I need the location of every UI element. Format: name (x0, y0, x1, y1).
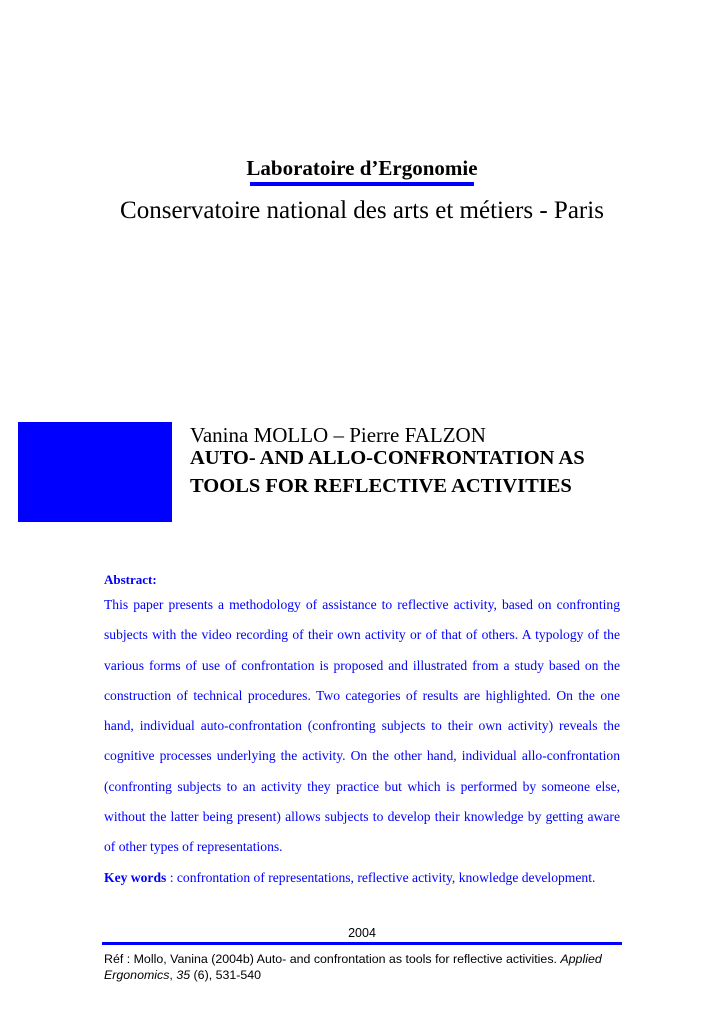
authors: Vanina MOLLO – Pierre FALZON (190, 423, 486, 447)
keywords-label: Key words (104, 869, 167, 885)
reference-suffix: (6), 531-540 (190, 968, 262, 982)
journal-volume: 35 (176, 968, 191, 982)
reference-separator: , (169, 968, 177, 982)
reference-prefix: Réf : Mollo, Vanina (2004b) Auto- and confrontation as tools for reflective activities. (104, 952, 561, 966)
abstract-body: This paper presents a methodology of assistance to reflective activity, based on confronting subjects with the video recording of their own activity or of that of others. A typology of the various forms of use of confrontation is proposed and illustrated from a study based on the construction of technical procedures. Two categories of results are highlighted. On the one hand, individual auto-confrontation (confronting subjects to their own activity) reveals the cognitive processes underlying the activity. On the other hand, individual allo-confrontation (confronting subjects to an activity they practice but which is performed by someone else, without the latter being present) allows subjects to develop their knowledge by getting aware of other types of representations. (104, 597, 620, 855)
institution-name: Conservatoire national des arts et métiers - Paris (120, 197, 604, 224)
keywords-text: : confrontation of representations, reflective activity, knowledge development. (166, 869, 596, 885)
keywords-line (104, 869, 620, 887)
paper-title: AUTO- AND ALLO-CONFRONTATION AS TOOLS FOR REFLECTIVE ACTIVITIES (190, 447, 585, 497)
reference (104, 951, 624, 983)
journal-name: Applied Ergonomics (104, 952, 602, 982)
footer-rule (102, 942, 622, 945)
blue-block-decoration (18, 422, 172, 522)
lab-underline (250, 182, 474, 186)
publication-year: 2004 (348, 926, 376, 940)
abstract-label: Abstract: (104, 572, 157, 587)
lab-title: Laboratoire d’Ergonomie (246, 156, 478, 180)
abstract-section (104, 572, 620, 887)
